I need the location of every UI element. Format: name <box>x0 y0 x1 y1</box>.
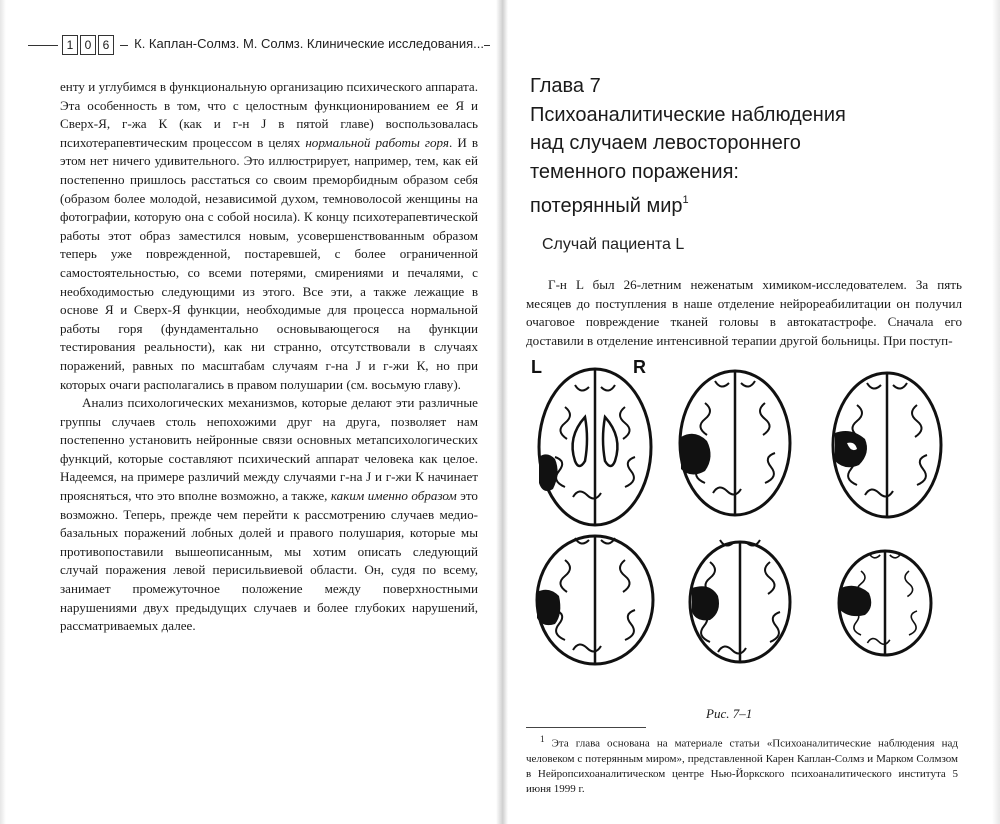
footnote-text <box>526 732 958 797</box>
page-number-digit: 6 <box>98 35 114 55</box>
running-title: К. Каплан-Солмз. М. Солмз. Клинические исследования... <box>128 36 484 51</box>
paragraph <box>60 78 478 394</box>
italic-phrase: нормальной работы горя <box>305 134 449 150</box>
figure-label-right: R <box>633 357 646 377</box>
paragraph-text: это возможно. Теперь, прежде чем перейти к рассмотрению случаев медио-базальных поражений лобных долей и правого полушария, которые мы противопоставили вышеописанным, мы хотим описать следующий случай поражения левой перисильвиевой области. Он, судя по всему, занимает промежуточное положение между поверхностными нарушениями двух предыдущих случаев и более глубоких нарушений, рассматриваемых далее. <box>60 488 478 634</box>
chapter-title-line <box>530 186 970 221</box>
brain-lesion-figure <box>525 355 965 685</box>
page-edge-right <box>992 0 1000 824</box>
chapter-title-text: потерянный мир <box>530 195 683 217</box>
chapter-title-line: Психоаналитические наблюдения <box>530 103 846 126</box>
footnote-marker: 1 <box>682 194 689 206</box>
page-number-digit: 1 <box>62 35 78 55</box>
brain-slice <box>680 371 790 515</box>
paragraph: Г-н L был 26-летним неженатым химиком-исследователем. За пять месяцев до поступления в наше отделение нейрореабилитации он получил очаговое повреждение тканей головы в автокатастрофе. Сначала его доставили в отделение интенсивной терапии другой больницы. При поступ- <box>526 277 962 348</box>
paragraph <box>60 394 478 636</box>
chapter-heading <box>530 72 970 221</box>
brain-slices-illustration <box>525 355 965 685</box>
brain-slice <box>833 373 941 517</box>
footnote-rule <box>526 727 646 728</box>
figure-caption: Рис. 7–1 <box>706 706 753 721</box>
book-spine-gutter <box>496 0 508 824</box>
brain-slice <box>690 540 790 662</box>
footnote-number: 1 <box>540 734 545 744</box>
italic-phrase: каким именно образом <box>330 488 457 504</box>
right-page-text <box>526 276 962 350</box>
brain-slice <box>537 536 653 664</box>
section-heading: Случай пациента L <box>542 236 685 253</box>
chapter-label: Глава 7 <box>530 75 601 97</box>
left-page-text <box>60 78 478 636</box>
paragraph-text: . И в этом нет ничего удивительного. Это иллюстрирует, например, тем, как ей постепенно пришлось расстаться со своим преморбидным образом себя (образом более молодой, независимой духом, темноволосой женщины на фотографии, которую она с собой носила). К концу психотерапевтической работы этот образ заместился новым, усовершенствованным образом теперь уже поврежденной, постаревшей, с более ограниченной самостоятельностью, со всеми потерями, смирениями и печалями, с необходимостью следующими из этого. Все эти, а также лежащие в основе Я и Сверх-Я функции, необходимые для процесса нормальной работы горя (фундаментально основывающегося на функции тестирования реальности), как ни странно, отсутствовали в случаях поражений, равных по масштабам случаям г-на J и г-жи К, но при которых очаги располагались в правом полушарии (см. восьмую главу). <box>60 134 479 392</box>
running-head <box>28 35 490 55</box>
footnote <box>526 727 958 797</box>
footnote-body: Эта глава основана на материале статьи «Психоаналитические наблюдения над человеком с потерянным миром», представленной Карен Каплан-Солмз и Марком Солмзом в Нейропсихоаналитическом центре Нью-Йоркского психоаналитического института 5 июня 1999 г. <box>526 737 959 795</box>
page-number-digit: 0 <box>80 35 96 55</box>
brain-slice <box>539 369 651 525</box>
paragraph-text: Анализ психологических механизмов, которые делают эти различные группы случаев столь непохожими друг на друга, позволяет нам постепенно установить нейронные связи основных метапсихологических функций, которые составляют психический аппарат человека как целое. Надеемся, на примере различий между случаями г-на J и г-жи К начинает проясняться, что это вполне возможно, а также, <box>60 395 478 504</box>
paragraph-text: енту и углубимся в функциональную организацию психического аппарата. Эта особенность в том, что с целостным функционированием ее Я и Сверх-Я, г-жа К (как и г-н J в пятой главе) воспользовалась психотерапевтическим процессом в целях <box>60 79 478 150</box>
chapter-title-line: над случаем левостороннего <box>530 132 801 154</box>
page-edge-left <box>0 0 6 824</box>
brain-slice <box>839 551 931 655</box>
figure-label-left: L <box>531 357 542 377</box>
chapter-title-line: теменного поражения: <box>530 160 739 183</box>
page-number <box>58 35 120 55</box>
